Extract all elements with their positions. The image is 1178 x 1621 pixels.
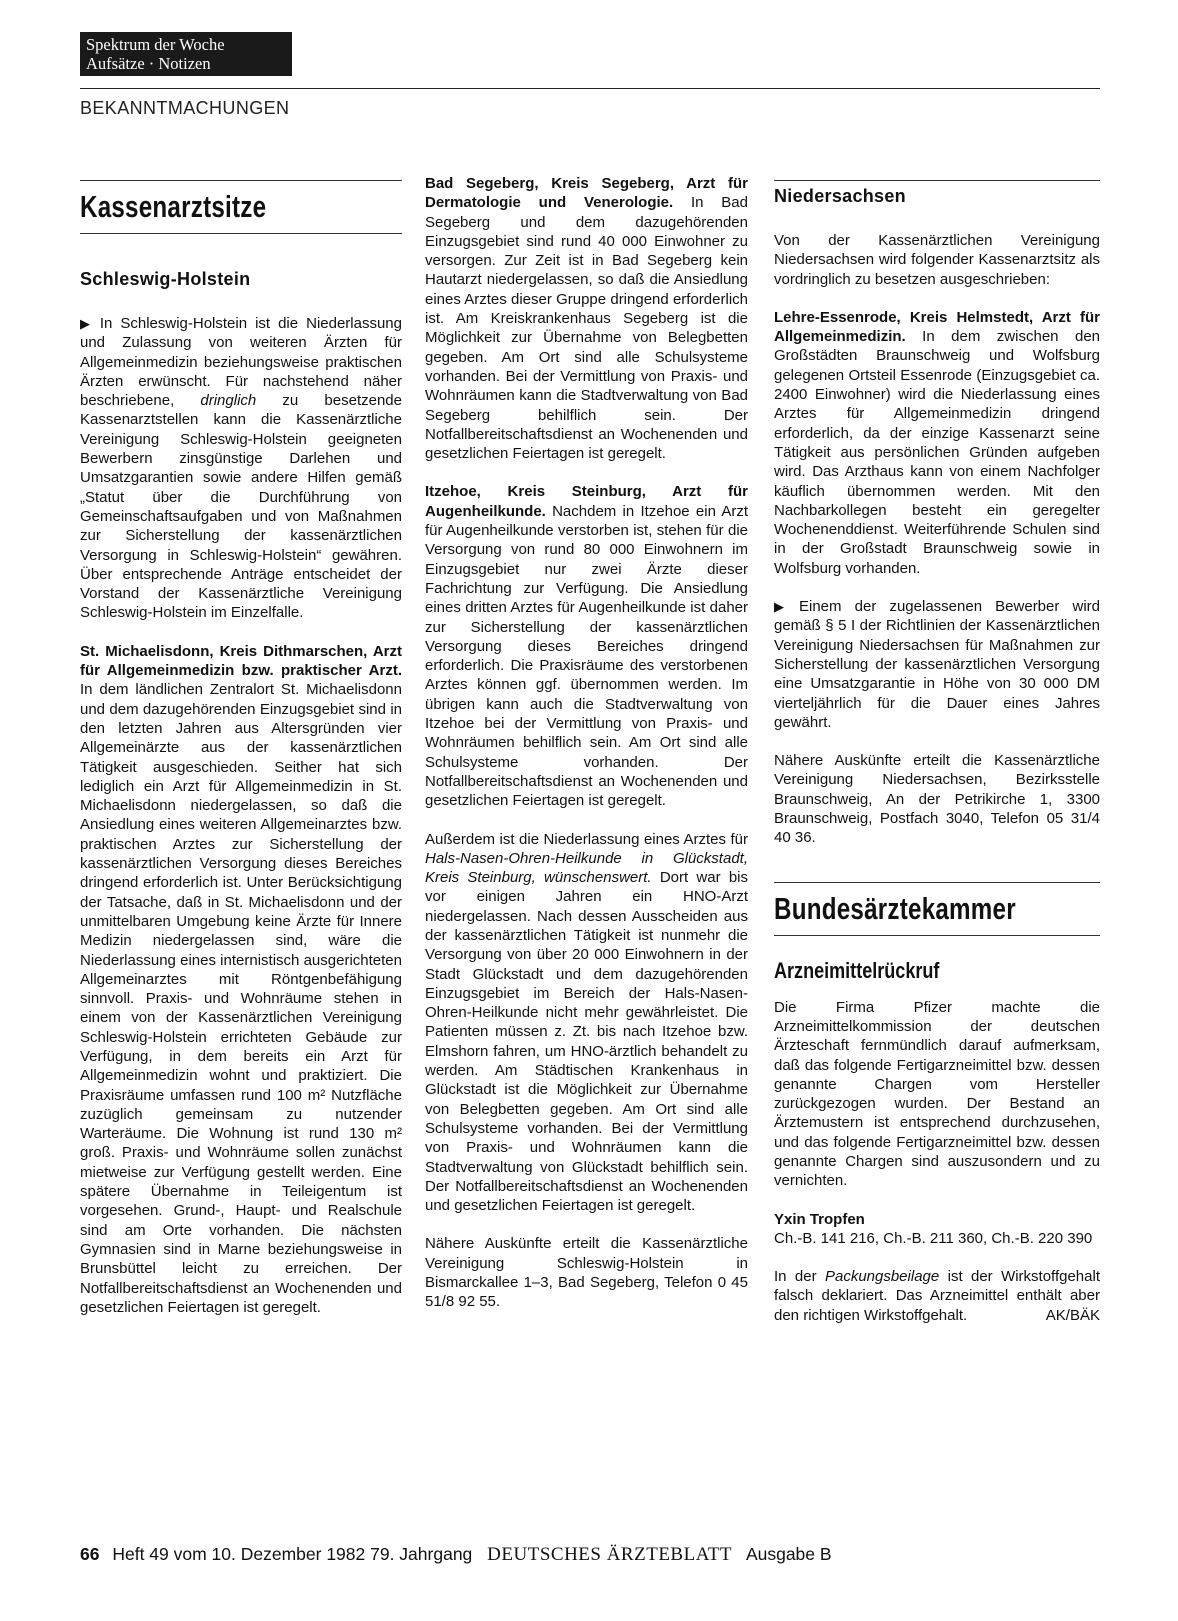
triangle-bullet-icon: ▶: [774, 599, 793, 615]
triangle-bullet-icon: ▶: [80, 316, 94, 331]
bundesaerztekammer-rule-bottom: [774, 935, 1100, 936]
main-title: Kassenarztsitze: [80, 189, 267, 224]
contact-niedersachsen: Nähere Auskünfte erteilt die Kassenärztliche Vereinigung Niedersachsen, Bezirksstelle Braunschweig, An der Petrikirche 1, 3300 Braunschweig, Postfach 3040, Telefon 05 31/4 40 36.: [774, 752, 1100, 847]
page-number: 66: [80, 1544, 100, 1564]
bundesaerztekammer-title: Bundesärztekammer: [774, 890, 1016, 926]
author-signature: AK/BÄK: [1045, 1306, 1100, 1324]
contact-schleswig-holstein: Nähere Auskünfte erteilt die Kassenärztliche Vereinigung Schleswig-Holstein in Bismarckallee 1–3, Bad Segeberg, Telefon 0 45 51/8 92 55.: [425, 1235, 748, 1311]
drug-name: Yxin Tropfen: [774, 1210, 865, 1228]
column-3: [774, 180, 1100, 1325]
rubric-line-1: Spektrum der Woche: [86, 35, 225, 54]
section-label: BEKANNTMACHUNGEN: [80, 98, 290, 118]
niedersachsen-intro: Von der Kassenärztlichen Vereinigung Niedersachsen wird folgender Kassenarztsitz als vordringlich zu besetzen ausgeschrieben:: [774, 232, 1100, 288]
column-2: [425, 174, 748, 1312]
guarantee-paragraph: ▶ Einem der zugelassenen Bewerber wird gemäß § 5 I der Richtlinien der Kassenärztlichen Vereinigung Niedersachsen für Maßnahmen zur Sicherstellung der kassenärztlichen Versorgung eine Umsatzgarantie in Höhe von 30 000 DM vierteljährlich für die Dauer eines Jahres gewährt.: [774, 598, 1101, 731]
listing-lehre-essenrode: Lehre-Essenrode, Kreis Helmstedt, Arzt für Allgemeinmedizin. In dem zwischen den Großstädten Braunschweig und Wolfsburg gelegenen Ortsteil Essenrode (Einzugsgebiet ca. 2400 Einwohner) wird die Niederlassung eines Arztes für Allgemeinmedizin dringend erforderlich, da der einzige Kassenarzt seine Tätigkeit aus persönlichen Gründen aufgeben wird. Das Arzthaus kann von einem Nachfolger käuflich übernommen werden. Mit den Nachbarkollegen besteht ein geregelter Wochenenddienst. Weiterführende Schulen sind in der Großstadt Braunschweig sowie in Wolfsburg vorhanden.: [774, 308, 1100, 577]
page-footer: [80, 1544, 832, 1566]
listing-glueckstadt: Außerdem ist die Niederlassung eines Arztes für Hals-Nasen-Ohren-Heilkunde in Glückstadt, Kreis Steinburg, wünschenswert. Dort war bis vor einigen Jahren ein HNO-Arzt niedergelassen. Nach dessen Ausscheiden aus der kassenärztlichen Tätigkeit ist nunmehr die Versorgung von über 20 000 Einwohnern in der Stadt Glückstadt und dem dazugehörenden Einzugsgebiet im Bereich der Hals-Nasen-Ohren-Heilkunde nicht mehr gewährleistet. Die Patienten müssen z. Zt. bis nach Itzehoe bzw. Elmshorn fahren, um HNO-ärztlich behandelt zu werden. Am Städtischen Krankenhaus in Glückstadt ist die Möglichkeit zur Übernahme von Belegbetten gegeben. Am Ort sind alle Schulsysteme vorhanden. Bei der Vermittlung von Praxis- und Wohnräumen kann die Stadtverwaltung von Glückstadt behilflich sein. Der Notfallbereitschaftsdienst an Wochenenden und gesetzlichen Feiertagen ist geregelt.: [425, 830, 749, 1215]
edition: Ausgabe B: [745, 1544, 832, 1564]
region-rule: [774, 180, 1100, 181]
listing-bad-segeberg: Bad Segeberg, Kreis Segeberg, Arzt für Dermatologie und Venerologie. In Bad Segeberg und dem dazugehörenden Einzugsgebiet sind rund 40 000 Einwohner zu versorgen. Zur Zeit ist in Bad Segeberg kein Hautarzt niedergelassen, so daß die Ansiedlung eines Arztes dieser Gruppe dringend erforderlich ist. Am Kreiskrankenhaus Segeberg ist die Möglichkeit zur Übernahme von Belegbetten gegeben. Am Ort sind alle Schulsysteme vorhanden. Bei der Vermittlung von Praxis- und Wohnräumen kann die Stadtverwaltung von Bad Segeberg behilflich sein. Der Notfallbereitschaftsdienst an Wochenenden und gesetzlichen Feiertagen ist geregelt.: [425, 175, 748, 463]
listing-st-michaelisdonn: St. Michaelisdonn, Kreis Dithmarschen, Arzt für Allgemeinmedizin bzw. praktischer Arzt. In dem ländlichen Zentralort St. Michaelisdonn und dem dazugehörenden Einzugsgebiet sind in den letzten Jahren aus Altersgründen vier Allgemeinärzte aus der kassenärztlichen Tätigkeit ausgeschieden. Seither hat sich lediglich ein Arzt für Allgemeinmedizin in St. Michaelisdonn niedergelassen, so daß die Ansiedlung eines weiteren Allgemeinarztes bzw. praktischen Arztes zur Sicherstellung der kassenärztlichen Versorgung dieses Bereiches dringend erforderlich ist. Unter Berücksichtigung der Tatsache, daß in St. Michaelisdonn und der unmittelbaren Umgebung keine Ärzte für Innere Medizin niedergelassen sind, wäre die Niederlassung eines internistisch ausgerichteten Allgemeinarztes mit Röntgenbefähigung sinnvoll. Praxis- und Wohnräume stehen in einem von der Kassenärztlichen Vereinigung Schleswig-Holstein errichteten Gebäude zur Verfügung, in dem bereits ein Arzt für Allgemeinmedizin wohnt und praktiziert. Die Praxisräume umfassen rund 100 m² Nutzfläche zuzüglich gemeinsam zu nutzender Warteräume. Die Wohnung ist rund 130 m² groß. Praxis- und Wohnräume sollen zunächst mietweise zur Verfügung gestellt werden. Eine spätere Übernahme in Teileigentum ist vorgesehen. Grund-, Haupt- und Realschule sind am Orte vorhanden. Die nächsten Gymnasien sind in Marne beziehungsweise in Brunsbüttel leicht zu erreichen. Der Notfallbereitschaftsdienst an Wochenenden und gesetzlichen Feiertagen ist geregelt.: [80, 642, 402, 1316]
intro-paragraph: ▶ In Schleswig-Holstein ist die Niederlassung und Zulassung von weiteren Ärzten für Allgemeinmedizin beziehungsweise praktischen Ärzten erwünscht. Für nachstehend näher beschriebene, dringlich zu besetzende Kassenarztstellen kann die Kassenärztliche Vereinigung Schleswig-Holstein geeigneten Bewerbern zinsgünstige Darlehen und Umsatzgarantien sowie andere Hilfen gemäß „Statut über die Durchführung von Gemeinschaftsaufgaben und von Maßnahmen zur Sicherstellung der kassenärztlichen Versorgung in Schleswig-Holstein“ gewähren. Über entsprechende Anträge entscheidet der Vorstand der Kassenärztliche Vereinigung Schleswig-Holstein im Einzelfalle.: [80, 315, 402, 622]
recall-paragraph: Die Firma Pfizer machte die Arzneimittelkommission der deutschen Ärzteschaft fernmündlich darauf aufmerksam, daß das folgende Fertigarzneimittel bzw. dessen genannte Chargen vom Hersteller zurückgezogen wurden. Der Bestand an Ärztemustern ist entsprechend durchzusehen, und das folgende Fertigarzneimittel bzw. dessen genannte Chargen sind auszusondern und zu vernichten.: [774, 998, 1100, 1190]
journal-name: DEUTSCHES ÄRZTEBLATT: [487, 1544, 733, 1565]
rubric-line-2: Aufsätze · Notizen: [86, 54, 211, 73]
rubric-box: [80, 32, 292, 76]
header-rule: [80, 88, 1100, 89]
leaflet-paragraph: In der Packungsbeilage ist der Wirkstoffgehalt falsch deklariert. Das Arzneimittel enthält aber den richtigen Wirkstoffgehalt. AK/BÄK: [774, 1268, 1100, 1324]
column-1: [80, 180, 402, 1317]
bundesaerztekammer-rule-top: [774, 882, 1100, 883]
region-heading-schleswig-holstein: Schleswig-Holstein: [80, 269, 251, 289]
title-rule-bottom: [80, 233, 402, 234]
drug-charges: Ch.-B. 141 216, Ch.-B. 211 360, Ch.-B. 220 390: [774, 1229, 1093, 1247]
listing-itzehoe: Itzehoe, Kreis Steinburg, Arzt für Augenheilkunde. Nachdem in Itzehoe ein Arzt für Augenheilkunde verstorben ist, stehen für die Versorgung von rund 80 000 Einwohnern im Einzugsgebiet nur zwei Ärzte dieser Fachrichtung zur Verfügung. Die Ansiedlung eines dritten Arztes für Augenheilkunde ist daher zur Sicherstellung der kassenärztlichen Versorgung dieses Bereiches dringend erforderlich. Die Praxisräume des verstorbenen Arztes können ggf. übernommen werden. Im übrigen kann auch die Stadtverwaltung von Itzehoe bei der Vermittlung von Praxis- und Wohnräumen behilflich sein. Am Ort sind alle Schulsysteme vorhanden. Der Notfallbereitschaftsdienst an Wochenenden und gesetzlichen Feiertagen ist geregelt.: [425, 483, 748, 810]
issue-info: Heft 49 vom 10. Dezember 1982 79. Jahrgang: [112, 1544, 473, 1564]
region-heading-niedersachsen: Niedersachsen: [774, 186, 906, 206]
recall-heading: Arzneimittelrückruf: [774, 957, 940, 983]
title-rule-top: [80, 180, 402, 181]
